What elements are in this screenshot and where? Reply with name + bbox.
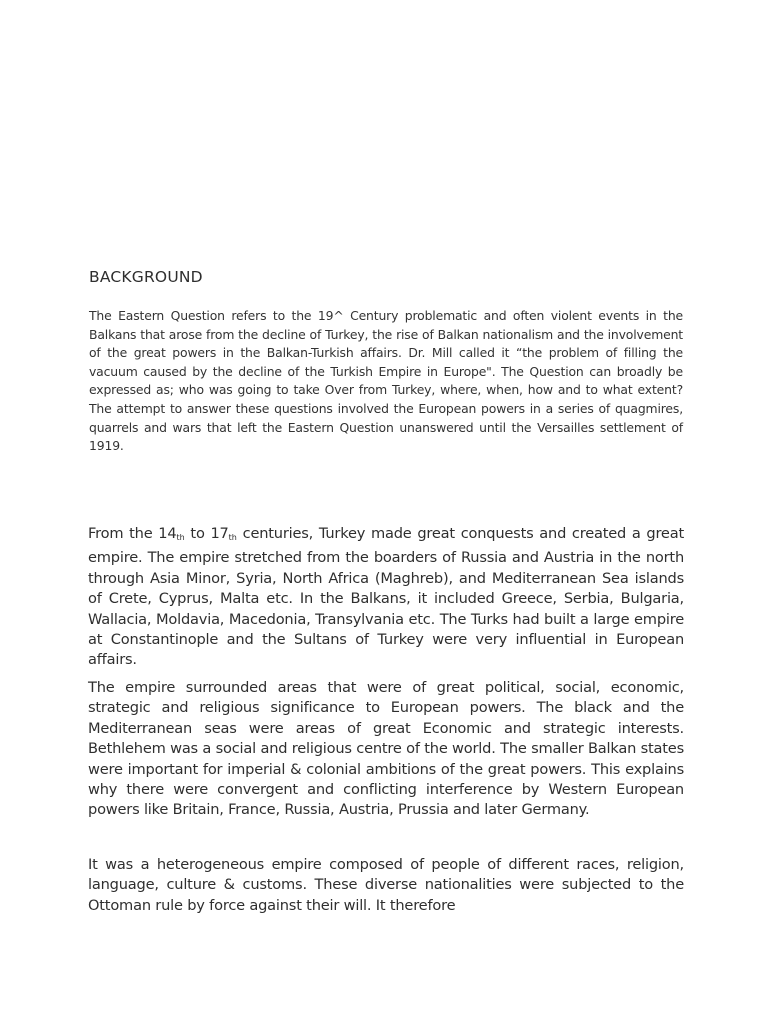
ordinal-suffix: th — [228, 533, 237, 542]
paragraph-text: centuries, Turkey made great conquests and created a great empire. The empire stretched from the boarders of Russia and Austria in the north through Asia Minor, Syria, North Africa (Maghreb), and Mediterranean Sea islands of Crete, Cyprus, Malta etc. In the Balkans, it included Greece, Serbia, Bulgaria, Wallacia, Moldavia, Macedonia, Transylvania etc. The Turks had built a large empire at Constantinople and the Sultans of Turkey were very influential in European affairs. — [88, 525, 684, 669]
body-paragraph-heterogeneous: It was a heterogeneous empire composed of people of different races, religion, language, culture & customs. These diverse nationalities were subjected to the Ottoman rule by force against their will. It therefore — [88, 856, 684, 914]
intro-paragraph: The Eastern Question refers to the 19^ Century problematic and often violent events in the Balkans that arose from the decline of Turkey, the rise of Balkan nationalism and the involvement of the great powers in the Balkan-Turkish affairs. Dr. Mill called it “the problem of filling the vacuum caused by the decline of the Turkish Empire in Europe". The Question can broadly be expressed as; who was going to take Over from Turkey, where, when, how and to what extent? The attempt to answer these questions involved the European powers in a series of quagmires, quarrels and wars that left the Eastern Question unanswered until the Versailles settlement of 1919. — [89, 308, 683, 454]
paragraph-text: From the 14 — [88, 525, 177, 542]
paragraph-text: to 17 — [184, 525, 229, 542]
section-heading: BACKGROUND — [89, 268, 203, 286]
body-paragraph-significance: The empire surrounded areas that were of great political, social, economic, strategic and religious significance to European powers. The black and the Mediterranean seas were areas of great Economic and strategic interests. Bethlehem was a social and religious centre of the world. The smaller Balkan states were important for imperial & colonial ambitions of the great powers. This explains why there were convergent and conflicting interference by Western European powers like Britain, France, Russia, Austria, Prussia and later Germany. — [88, 679, 684, 819]
body-paragraph-conquests — [88, 524, 684, 671]
ordinal-suffix: th — [176, 533, 185, 542]
